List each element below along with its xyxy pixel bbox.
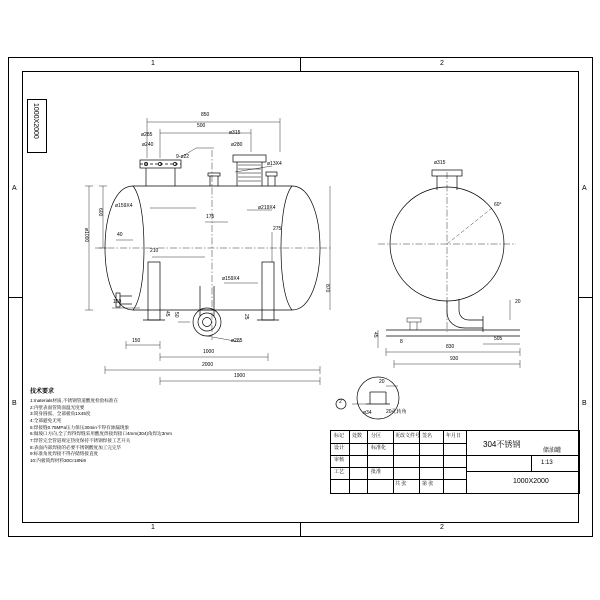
tb-cell: 更改文件号 <box>395 433 421 439</box>
note-line: 10:内板筒焊材料30Cr18Ni9 <box>30 457 86 463</box>
dim-210: 210 <box>150 248 159 254</box>
note-line: 6:做坡口方向,全了焊得焊缝采用酸度焊接焊接口4mm(304)角焊边3mm <box>30 431 172 437</box>
side-dim-505: 505 <box>494 336 503 342</box>
dim-850: 850 <box>201 112 210 118</box>
side-dim-60deg: 60° <box>494 202 502 208</box>
tb-right-col <box>531 455 532 471</box>
title-block-size: 1000X2000 <box>513 478 549 485</box>
tb-col-line <box>349 431 350 493</box>
side-dim-8: 8 <box>400 339 403 345</box>
tb-row-line <box>331 455 466 456</box>
tb-cell: 分区 <box>371 433 382 439</box>
tb-cell: 处数 <box>352 433 363 439</box>
tb-cell: 工艺 <box>334 469 345 475</box>
side-dim-20: 20 <box>515 299 521 305</box>
dim-160: 160 <box>113 299 122 305</box>
zone-label-left-a: A <box>12 185 17 192</box>
dim-13x4: ø13X4 <box>267 161 282 167</box>
tb-right-line <box>466 455 579 456</box>
dim-40: 40 <box>117 232 123 238</box>
title-block <box>330 430 580 494</box>
detail-note: 20孔转角 <box>386 409 407 415</box>
tb-cell: 标记 <box>334 433 345 439</box>
tb-cell: 共 张 <box>395 481 407 487</box>
tb-cell: 批准 <box>371 469 382 475</box>
title-block-scale: 1:13 <box>541 460 553 466</box>
side-dim-315: ø315 <box>434 160 446 166</box>
dim-1900: 1900 <box>234 373 246 379</box>
detail-dim-20: 20 <box>379 379 385 385</box>
note-line: 8:表面内部焊接的必要不锈钢酸度加工完完毕 <box>30 444 122 450</box>
dim-9-hole-22: 9-ø22 <box>176 154 190 160</box>
dim-275: 275 <box>273 226 282 232</box>
dim-285-bottom: ø285 <box>231 338 243 344</box>
dim-219x4: ø219X4 <box>258 205 276 211</box>
side-dim-830: 830 <box>446 344 455 350</box>
note-line: 3:筒身圆弧、全部板角1X45度 <box>30 411 91 417</box>
dim-315: ø315 <box>229 130 241 136</box>
dim-1000-dia: ø1000 <box>83 228 89 243</box>
detail-dim-34: ø34 <box>363 410 372 416</box>
zone-label-left-b: B <box>12 400 17 407</box>
tb-cell: 设计 <box>334 445 345 451</box>
dim-50: 50 <box>173 312 179 318</box>
dim-25: 25 <box>243 314 249 320</box>
tb-row-line <box>331 443 466 444</box>
tb-cell: 年月日 <box>446 433 462 439</box>
tb-cell: 签名 <box>422 433 433 439</box>
technical-notes <box>30 386 172 465</box>
zone-label-right-b: B <box>582 400 587 407</box>
tb-col-line <box>393 431 394 493</box>
dim-500: 500 <box>197 123 206 129</box>
tb-col-line <box>367 431 368 493</box>
title-block-material: 304不锈钢 <box>483 440 521 449</box>
dim-150: 150 <box>132 338 141 344</box>
note-line: 1:materials材质,不锈钢管道酸度检验标准在 <box>30 398 119 403</box>
dim-2000: 2000 <box>202 362 214 368</box>
dim-175: 175 <box>206 214 215 220</box>
note-line: 7:焊管完全管道规定热度保持不锈钢焊接工艺开关 <box>30 437 131 443</box>
dim-159x4-bottom: ø159X4 <box>222 276 240 282</box>
sheet-size-label: 1000X2000 <box>32 103 39 139</box>
side-dim-45: 45 <box>372 332 378 338</box>
title-block-name: 储油罐 <box>543 448 562 454</box>
zone-label-top-right: 2 <box>440 60 444 67</box>
dim-45: 45 <box>164 311 170 317</box>
note-line: 4:全部避免无死 <box>30 417 62 423</box>
dim-285: ø285 <box>141 132 153 138</box>
dim-1000: 1000 <box>203 349 215 355</box>
technical-notes-title: 技术要求 <box>30 389 55 395</box>
zone-label-bottom-left: 1 <box>151 524 155 531</box>
zone-label-right-a: A <box>582 185 587 192</box>
dim-240: ø240 <box>142 142 154 148</box>
tb-cell: 标准化 <box>371 445 387 451</box>
note-line: 9:标准角度焊接不得存储熔接直度 <box>30 451 99 457</box>
title-block-divider <box>466 431 467 493</box>
dim-600: 600 <box>97 208 103 217</box>
tb-cell: 第 张 <box>422 481 434 487</box>
side-dim-930: 930 <box>450 356 459 362</box>
dim-870: 870 <box>324 284 330 293</box>
dim-280: ø280 <box>231 142 243 148</box>
tb-col-line <box>419 431 420 493</box>
zone-label-bottom-right: 2 <box>440 524 444 531</box>
note-line: 5:焊接缝0.75MPa压力保压30min不得有渗漏现象 <box>30 424 130 430</box>
note-line: 2:内壁表面管筒面温光度要 <box>30 404 85 410</box>
tb-cell: 审核 <box>334 457 345 463</box>
detail-callout-number: 2 <box>339 399 342 405</box>
tb-row-line <box>331 479 466 480</box>
tb-row-line <box>331 467 466 468</box>
tb-right-line2 <box>466 471 579 472</box>
zone-label-top-left: 1 <box>151 60 155 67</box>
dim-159x4-top: ø159X4 <box>115 203 133 209</box>
tb-col-line <box>443 431 444 493</box>
